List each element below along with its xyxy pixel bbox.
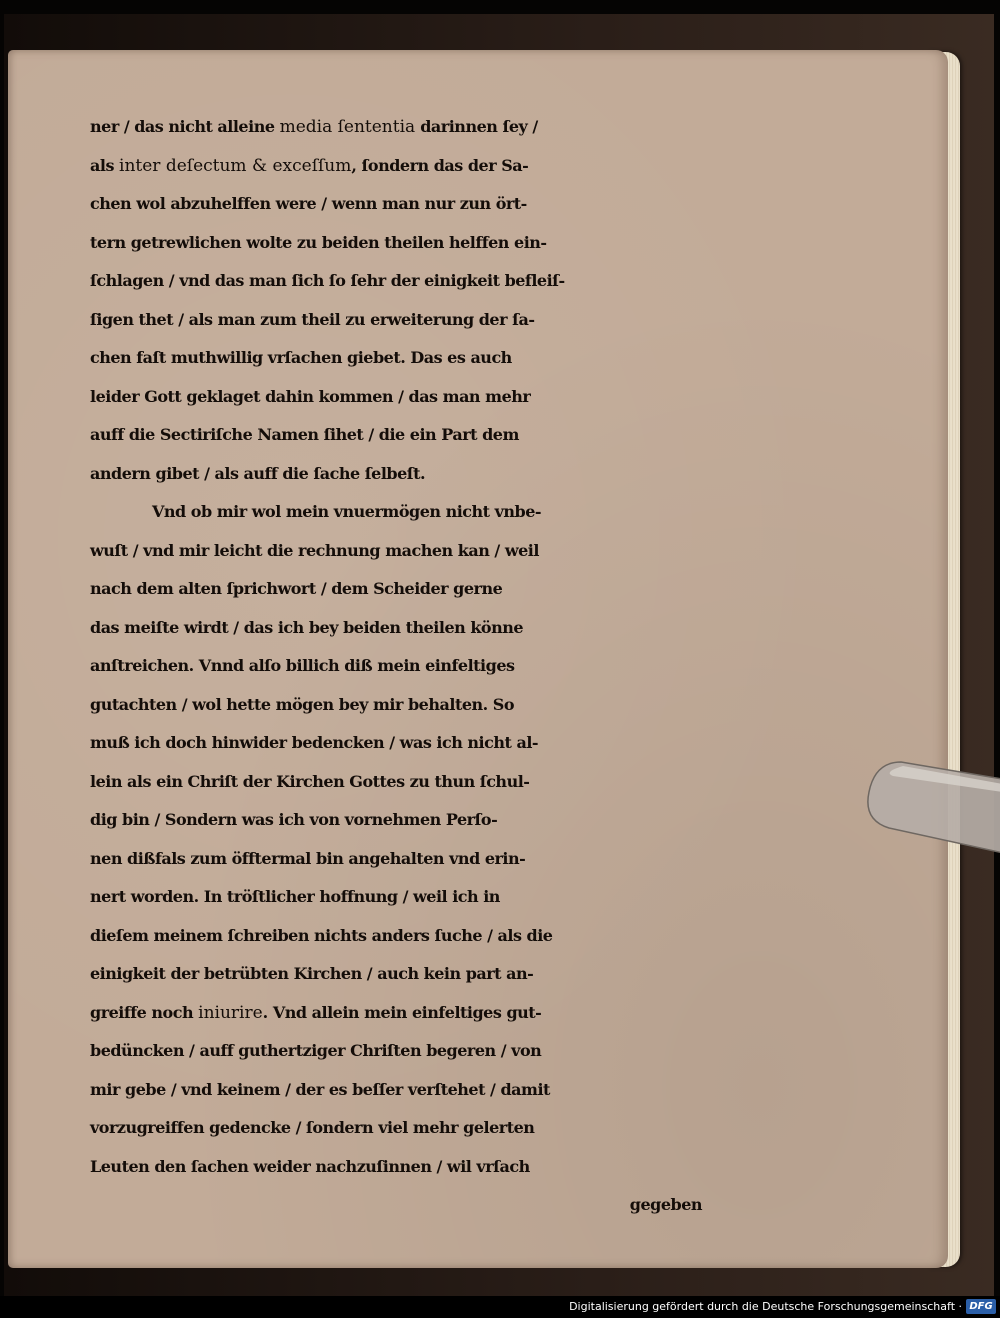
text-segment: nach dem alten ſprichwort / dem Scheider gerne (90, 579, 503, 598)
text-line (90, 224, 710, 263)
latin-phrase: inter deſectum & exceſſum (119, 155, 352, 176)
text-line (90, 147, 710, 186)
text-segment: wuſt / vnd mir leicht die rechnung machen kan / weil (90, 540, 539, 560)
latin-phrase: media ſententia (279, 117, 416, 137)
text-segment: , ſondern das der Sa- (351, 155, 529, 175)
text-segment: greiffe noch (90, 1002, 199, 1022)
text-segment: vorzugreiffen gedencke / ſondern viel mehr gelerten (90, 1118, 535, 1137)
text-line (90, 378, 710, 417)
text-line (90, 416, 710, 455)
text-line (90, 917, 710, 956)
text-segment: ſchlagen / vnd das man ſich ſo ſehr der einigkeit befleiſ- (90, 271, 565, 290)
text-segment: einigkeit der betrübten Kirchen / auch kein part an- (90, 964, 534, 983)
text-segment: anſtreichen. Vnnd alſo billich diß mein einfeltiges (90, 656, 515, 675)
text-segment: ſigen thet / als man zum theil zu erweiterung der ſa- (90, 309, 535, 329)
text-segment: dieſem meinem ſchreiben nichts anders ſuche / als die (90, 925, 553, 945)
text-line (90, 108, 710, 147)
text-line (90, 301, 710, 340)
text-segment: Leuten den ſachen weider nachzuſinnen / wil vrſach (90, 1156, 530, 1176)
bookmark-tab (863, 758, 1000, 858)
text-segment: dig bin / Sondern was ich von vornehmen Perſo- (90, 810, 498, 829)
book-page (8, 50, 948, 1268)
footer-bar (0, 1296, 1000, 1318)
text-segment: bedüncken / auff guthertziger Chriſten begeren / von (90, 1041, 542, 1060)
text-segment: Vnd ob mir wol mein vnuermögen nicht vnbe- (152, 502, 542, 521)
text-line (90, 262, 710, 301)
text-line (90, 686, 710, 725)
text-line (90, 840, 710, 879)
text-line (90, 493, 710, 532)
text-segment: mir gebe / vnd keinem / der es beſſer verſtehet / damit (90, 1079, 550, 1099)
text-segment: chen wol abzuhelffen were / wenn man nur zun ört- (90, 194, 527, 213)
dfg-logo: DFG (966, 1299, 996, 1314)
text-segment: darinnen ſey / (415, 117, 538, 136)
latin-phrase: iniurire (198, 1002, 263, 1023)
text-line (90, 955, 710, 994)
text-segment: muß ich doch hinwider bedencken / was ich nicht al- (90, 733, 539, 752)
text-line (90, 609, 710, 648)
text-line (90, 878, 710, 917)
text-line (90, 1032, 710, 1071)
text-segment: nert worden. In tröſtlicher hoffnung / weil ich in (90, 887, 500, 906)
text-line (90, 570, 710, 609)
text-segment: gutachten / wol hette mögen bey mir behalten. So (90, 694, 515, 714)
text-segment: leider Gott geklaget dahin kommen / das man mehr (90, 386, 531, 406)
text-line (90, 1071, 710, 1110)
text-line (90, 1148, 710, 1187)
text-line (90, 532, 710, 571)
text-segment: auff die Sectiriſche Namen ſihet / die ein Part dem (90, 425, 519, 444)
funding-credit: Digitalisierung gefördert durch die Deutsche Forschungsgemeinschaft · (569, 1300, 962, 1313)
text-segment: nen dißfals zum öfftermal bin angehalten vnd erin- (90, 848, 526, 868)
text-segment: andern gibet / als auff die ſache ſelbeſt. (90, 463, 426, 483)
text-segment: . Vnd allein mein einfeltiges gut- (262, 1002, 542, 1022)
text-segment: lein als ein Chriſt der Kirchen Gottes zu thun ſchul- (90, 771, 530, 791)
text-segment: tern getrewlichen wolte zu beiden theilen helffen ein- (90, 232, 547, 252)
text-line (90, 801, 710, 840)
text-line (90, 339, 710, 378)
text-line (90, 185, 710, 224)
text-line (90, 1109, 710, 1148)
text-line (90, 994, 710, 1033)
text-segment: ner / das nicht alleine (90, 117, 280, 136)
catchword: gegeben (629, 1195, 702, 1214)
text-line (90, 647, 710, 686)
text-segment: als (90, 155, 120, 175)
text-segment: das meiſte wirdt / das ich bey beiden theilen könne (90, 617, 524, 637)
text-line (90, 455, 710, 494)
text-line (90, 763, 710, 802)
text-line (90, 724, 710, 763)
page-text-block (90, 108, 710, 1225)
text-segment: chen faſt muthwillig vrſachen giebet. Das es auch (90, 348, 512, 367)
